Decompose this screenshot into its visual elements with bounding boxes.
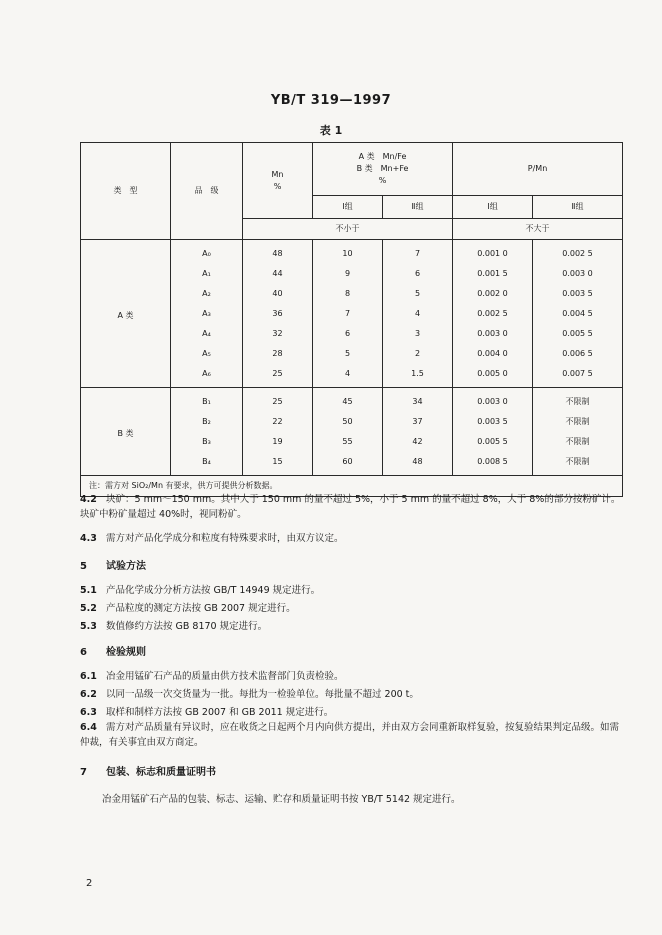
grade-cell: A₆: [171, 364, 243, 388]
pmn1-cell: 0.005 5: [453, 432, 533, 452]
header-not-less: 不小于: [243, 219, 453, 240]
ratio1-cell: 50: [313, 412, 383, 432]
grade-cell: A₂: [171, 284, 243, 304]
ratio2-cell: 6: [383, 264, 453, 284]
clause-number: 6.2: [80, 689, 97, 700]
clause-7-text: 冶金用锰矿石产品的包装、标志、运输、贮存和质量证明书按 YB/T 5142 规定进行。: [102, 794, 461, 805]
mn-cell: 40: [243, 284, 313, 304]
mn-cell: 32: [243, 324, 313, 344]
mn-cell: 22: [243, 412, 313, 432]
clause-text: 冶金用锰矿石产品的质量由供方技术监督部门负责检验。: [106, 671, 344, 682]
header-pmn: P/Mn: [453, 143, 623, 196]
section-6-heading: [80, 643, 146, 658]
ratio2-cell: 1.5: [383, 364, 453, 388]
clause-number: 6.4: [80, 722, 97, 733]
mn-cell: 25: [243, 388, 313, 413]
section-number: 6: [80, 647, 87, 658]
ratio1-cell: 45: [313, 388, 383, 413]
clause-4-3: [80, 530, 625, 544]
grade-cell: A₃: [171, 304, 243, 324]
clause-text: 数值修约方法按 GB 8170 规定进行。: [106, 621, 268, 632]
grade-cell: A₁: [171, 264, 243, 284]
pmn2-cell: 0.003 0: [533, 264, 623, 284]
ratio2-cell: 34: [383, 388, 453, 413]
ratio1-cell: 8: [313, 284, 383, 304]
clause-number: 6.3: [80, 707, 97, 718]
mn-cell: 25: [243, 364, 313, 388]
clause-number: 5.3: [80, 621, 97, 632]
clause-text: 块矿：5 mm～150 mm。其中大于 150 mm 的量不超过 5%，小于 5 mm 的量不超过 8%，大于 8%的部分按粉矿计。块矿中粉矿量超过 40%时，视同粉矿。: [80, 494, 621, 520]
header-ratio-unit: %: [378, 176, 387, 185]
clause-text: 以同一品级一次交货量为一批。每批为一检验单位。每批量不超过 200 t。: [106, 689, 419, 700]
ratio1-cell: 7: [313, 304, 383, 324]
clause-number: 5.2: [80, 603, 97, 614]
ratio1-cell: 4: [313, 364, 383, 388]
header-mn-label: Mn: [271, 169, 284, 179]
mn-cell: 36: [243, 304, 313, 324]
grade-cell: B₄: [171, 452, 243, 476]
pmn2-cell: 不限制: [533, 388, 623, 413]
clause-6-1: [80, 668, 625, 682]
pmn2-cell: 0.002 5: [533, 240, 623, 265]
section-5-heading: [80, 557, 146, 572]
header-pmn-group1: Ⅰ组: [453, 196, 533, 219]
ratio2-cell: 3: [383, 324, 453, 344]
ratio2-cell: 48: [383, 452, 453, 476]
header-ratio-group1: Ⅰ组: [313, 196, 383, 219]
ratio1-cell: 5: [313, 344, 383, 364]
table-note: 注：需方对 SiO₂/Mn 有要求，供方可提供分析数据。: [81, 476, 623, 497]
ratio2-cell: 2: [383, 344, 453, 364]
clause-number: 5.1: [80, 585, 97, 596]
grade-cell: B₃: [171, 432, 243, 452]
clause-number: 6.1: [80, 671, 97, 682]
ratio1-cell: 55: [313, 432, 383, 452]
clause-text: 取样和制样方法按 GB 2007 和 GB 2011 规定进行。: [106, 707, 334, 718]
clause-5-2: [80, 600, 625, 614]
grade-cell: A₄: [171, 324, 243, 344]
header-ratio-group2: Ⅱ组: [383, 196, 453, 219]
category-a: A 类: [81, 240, 171, 388]
clause-text: 需方对产品质量有异议时，应在收货之日起两个月内向供方提出，并由双方会同重新取样复验，按复验结果判定品级。如需仲裁，有关事宜由双方商定。: [80, 722, 620, 748]
pmn1-cell: 0.005 0: [453, 364, 533, 388]
pmn2-cell: 0.007 5: [533, 364, 623, 388]
section-number: 5: [80, 561, 87, 572]
header-grade: 品 级: [171, 143, 243, 240]
ratio2-cell: 37: [383, 412, 453, 432]
ratio1-cell: 10: [313, 240, 383, 265]
pmn2-cell: 不限制: [533, 412, 623, 432]
pmn1-cell: 0.002 5: [453, 304, 533, 324]
clause-6-3: [80, 704, 625, 718]
clause-text: 产品化学成分分析方法按 GB/T 14949 规定进行。: [106, 585, 321, 596]
pmn1-cell: 0.003 0: [453, 388, 533, 413]
mn-cell: 28: [243, 344, 313, 364]
grade-spec-table: [80, 142, 623, 497]
section-title: 包装、标志和质量证明书: [106, 767, 216, 778]
header-pmn-group2: Ⅱ组: [533, 196, 623, 219]
clause-text: 需方对产品化学成分和粒度有特殊要求时，由双方议定。: [106, 533, 344, 544]
pmn2-cell: 不限制: [533, 452, 623, 476]
ratio2-cell: 5: [383, 284, 453, 304]
header-category: 类 型: [81, 143, 171, 240]
clause-6-2: [80, 686, 625, 700]
section-7-heading: [80, 763, 216, 778]
mn-cell: 19: [243, 432, 313, 452]
section-number: 7: [80, 767, 87, 778]
clause-number: 4.2: [80, 494, 97, 505]
ratio1-cell: 60: [313, 452, 383, 476]
clause-6-4: [80, 720, 625, 750]
pmn2-cell: 0.003 5: [533, 284, 623, 304]
pmn2-cell: 0.005 5: [533, 324, 623, 344]
mn-cell: 15: [243, 452, 313, 476]
pmn1-cell: 0.003 5: [453, 412, 533, 432]
header-mn: [243, 143, 313, 219]
ratio2-cell: 42: [383, 432, 453, 452]
clause-4-2: [80, 492, 625, 522]
mn-cell: 48: [243, 240, 313, 265]
pmn2-cell: 0.006 5: [533, 344, 623, 364]
ratio1-cell: 9: [313, 264, 383, 284]
pmn1-cell: 0.008 5: [453, 452, 533, 476]
header-mn-unit: %: [273, 181, 282, 191]
header-ratio: [313, 143, 453, 196]
section-title: 试验方法: [106, 561, 146, 572]
document-code-header: YB/T 319—1997: [270, 93, 392, 108]
clause-5-1: [80, 582, 625, 596]
pmn2-cell: 0.004 5: [533, 304, 623, 324]
pmn2-cell: 不限制: [533, 432, 623, 452]
table-title: 表 1: [319, 124, 343, 137]
pmn1-cell: 0.002 0: [453, 284, 533, 304]
clause-5-3: [80, 618, 625, 632]
pmn1-cell: 0.003 0: [453, 324, 533, 344]
clause-number: 4.3: [80, 533, 97, 544]
header-ratio-b: B 类 Mn+Fe: [356, 164, 409, 173]
header-not-more: 不大于: [453, 219, 623, 240]
header-ratio-a: A 类 Mn/Fe: [358, 152, 407, 161]
ratio2-cell: 7: [383, 240, 453, 265]
grade-cell: B₁: [171, 388, 243, 413]
grade-cell: A₀: [171, 240, 243, 265]
ratio2-cell: 4: [383, 304, 453, 324]
mn-cell: 44: [243, 264, 313, 284]
pmn1-cell: 0.001 5: [453, 264, 533, 284]
pmn1-cell: 0.004 0: [453, 344, 533, 364]
page-number: 2: [86, 878, 93, 889]
section-title: 检验规则: [106, 647, 146, 658]
grade-cell: B₂: [171, 412, 243, 432]
ratio1-cell: 6: [313, 324, 383, 344]
grade-cell: A₅: [171, 344, 243, 364]
pmn1-cell: 0.001 0: [453, 240, 533, 265]
category-b: B 类: [81, 388, 171, 476]
clause-text: 产品粒度的测定方法按 GB 2007 规定进行。: [106, 603, 296, 614]
